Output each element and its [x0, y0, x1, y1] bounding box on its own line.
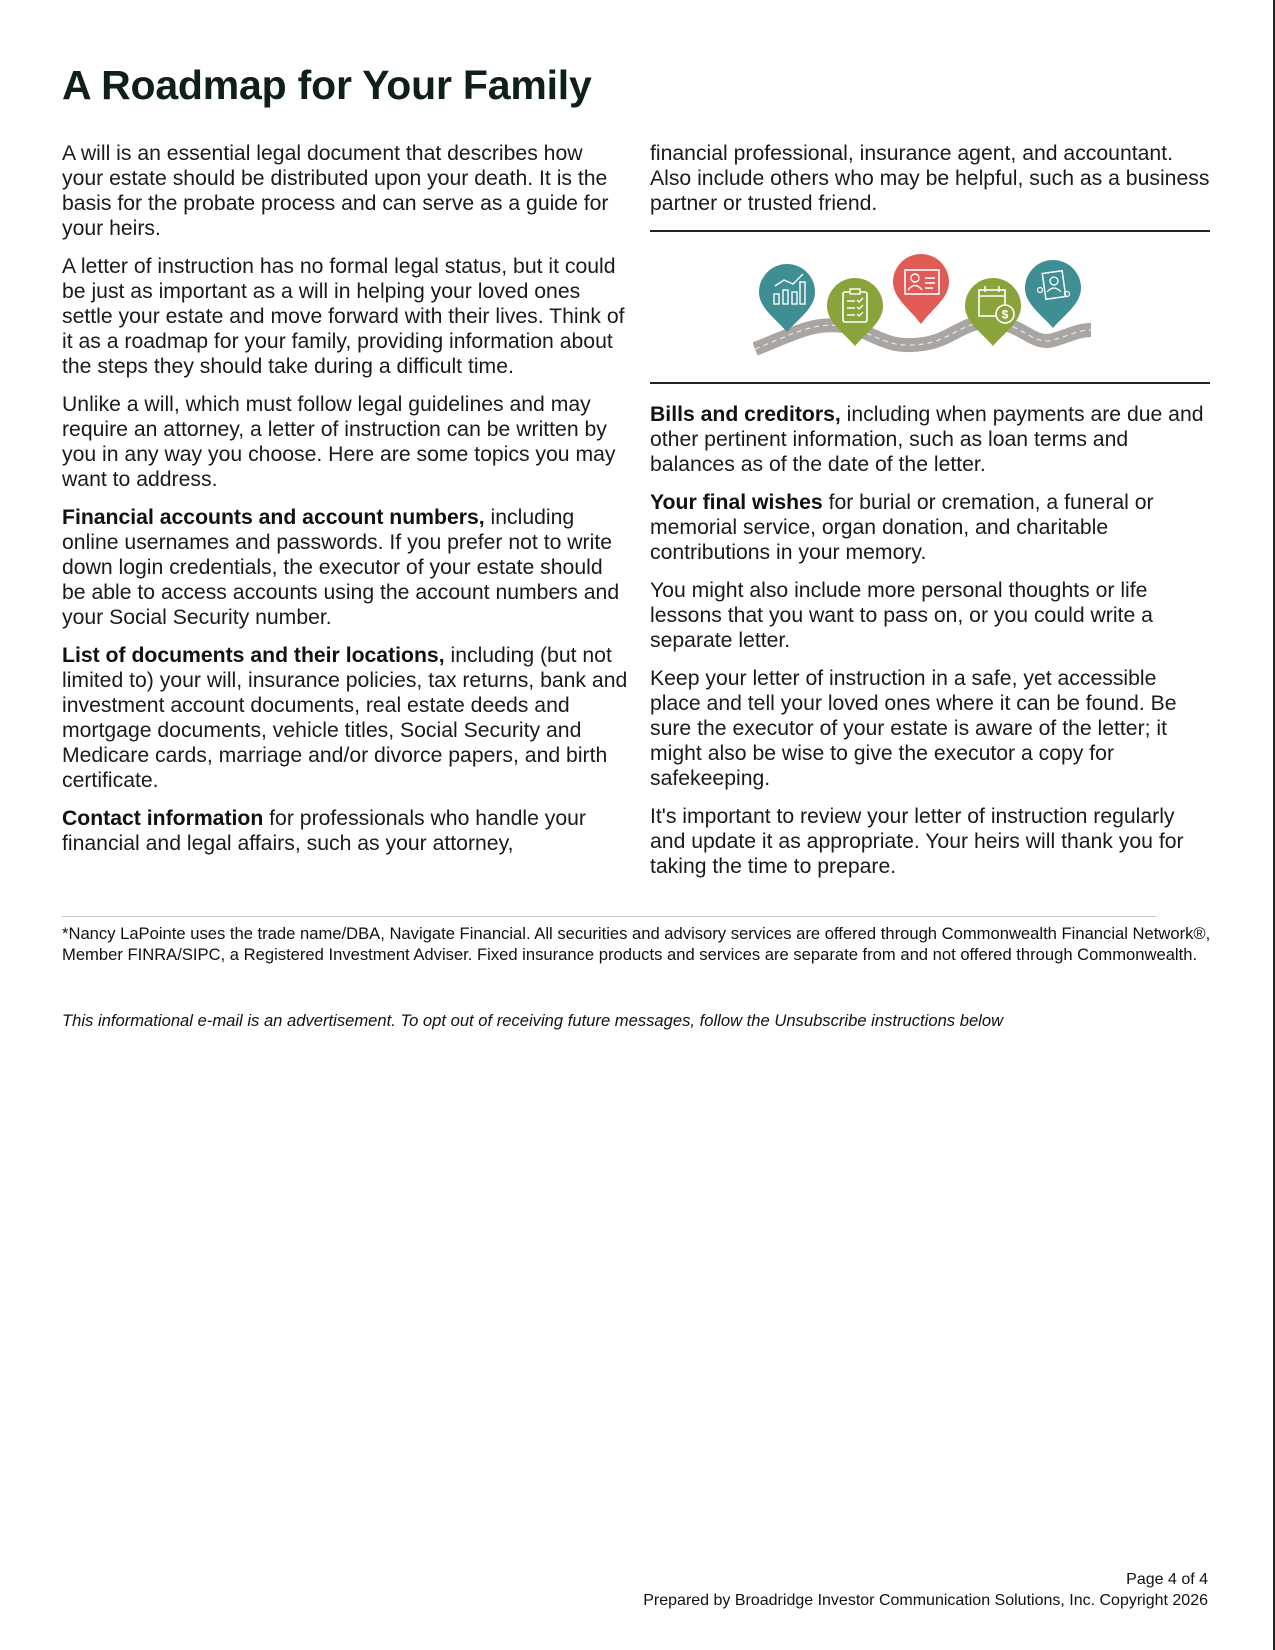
left-column [62, 141, 628, 869]
paragraph-personal-thoughts: You might also include more personal thoughts or life lessons that you want to pass on, or you could write a separate letter. [650, 579, 1153, 652]
topic-bills-creditors: Bills and creditors, including when payments are due and other pertinent information, such as loan terms and balances as of the date of the letter. [650, 403, 1204, 476]
advertisement-notice: This informational e-mail is an advertisement. To opt out of receiving future messages, follow the Unsubscribe instructions below [62, 1011, 1004, 1030]
paragraph-contact-continued: financial professional, insurance agent, and accountant. Also include others who may be helpful, such as a business partner or trusted friend. [650, 142, 1210, 215]
paragraph-topics-intro: Unlike a will, which must follow legal guidelines and may require an attorney, a letter of instruction can be written by you in any way you choose. Here are some topics you may want to address. [62, 393, 616, 491]
topic-heading: Your final wishes [650, 491, 823, 514]
topic-heading: List of documents and their locations, [62, 644, 445, 667]
road-with-pins-icon [753, 254, 1093, 366]
topic-heading: Bills and creditors, [650, 403, 841, 426]
paragraph-review-regularly: It's important to review your letter of instruction regularly and update it as appropriate. Your heirs will thank you for taking the time to prepare. [650, 805, 1184, 878]
family-photo-icon [1025, 260, 1081, 328]
divider-bottom [650, 382, 1210, 384]
page-number: Page 4 of 4 [1126, 1571, 1208, 1588]
footer-divider [62, 916, 1156, 917]
roadmap-illustration [650, 232, 1210, 382]
topic-financial-accounts: Financial accounts and account numbers, including online usernames and passwords. If you prefer not to write down login credentials, the executor of your estate should be able to access accounts using the account numbers and your Social Security number. [62, 506, 620, 629]
disclaimer-text: *Nancy LaPointe uses the trade name/DBA, Navigate Financial. All securities and advisory services are offered through Commonwealth Financial Network®, Member FINRA/SIPC, a Registered Investment Adviser. Fixed insurance products and services are separate from and not offered through Commonwealth. [62, 924, 1211, 964]
topic-contact-information: Contact information for professionals who handle your financial and legal affairs, such as your attorney, [62, 807, 586, 855]
paragraph-letter-of-instruction: A letter of instruction has no formal legal status, but it could be just as important as a will in helping your loved ones settle your estate and move forward with their lives. Think of it as a roadmap for your family, providing information about the steps they should take during a difficult time. [62, 255, 625, 378]
svg-text:$: $ [1001, 307, 1009, 322]
topic-heading: Contact information [62, 807, 264, 830]
topic-documents-locations: List of documents and their locations, including (but not limited to) your will, insurance policies, tax returns, bank and investment account documents, real estate deeds and mortgage documents, vehicle titles, Social Security and Medicare cards, marriage and/or divorce papers, and birth certificate. [62, 644, 628, 792]
id-card-icon [893, 254, 949, 324]
paragraph-keep-safe: Keep your letter of instruction in a safe, yet accessible place and tell your loved ones where it can be found. Be sure the executor of your estate is aware of the letter; it might also be wise to give the executor a copy for safekeeping. [650, 667, 1177, 790]
page-title: A Roadmap for Your Family [62, 62, 592, 108]
paragraph-will: A will is an essential legal document that describes how your estate should be distributed upon your death. It is the basis for the probate process and can serve as a guide for your heirs. [62, 142, 609, 240]
right-column [650, 141, 1210, 892]
calendar-dollar-icon [965, 278, 1021, 346]
topic-heading: Financial accounts and account numbers, [62, 506, 485, 529]
prepared-by-copyright: Prepared by Broadridge Investor Communication Solutions, Inc. Copyright 2026 [643, 1592, 1208, 1609]
topic-final-wishes: Your final wishes for burial or cremation, a funeral or memorial service, organ donation, and charitable contributions in your memory. [650, 491, 1154, 564]
